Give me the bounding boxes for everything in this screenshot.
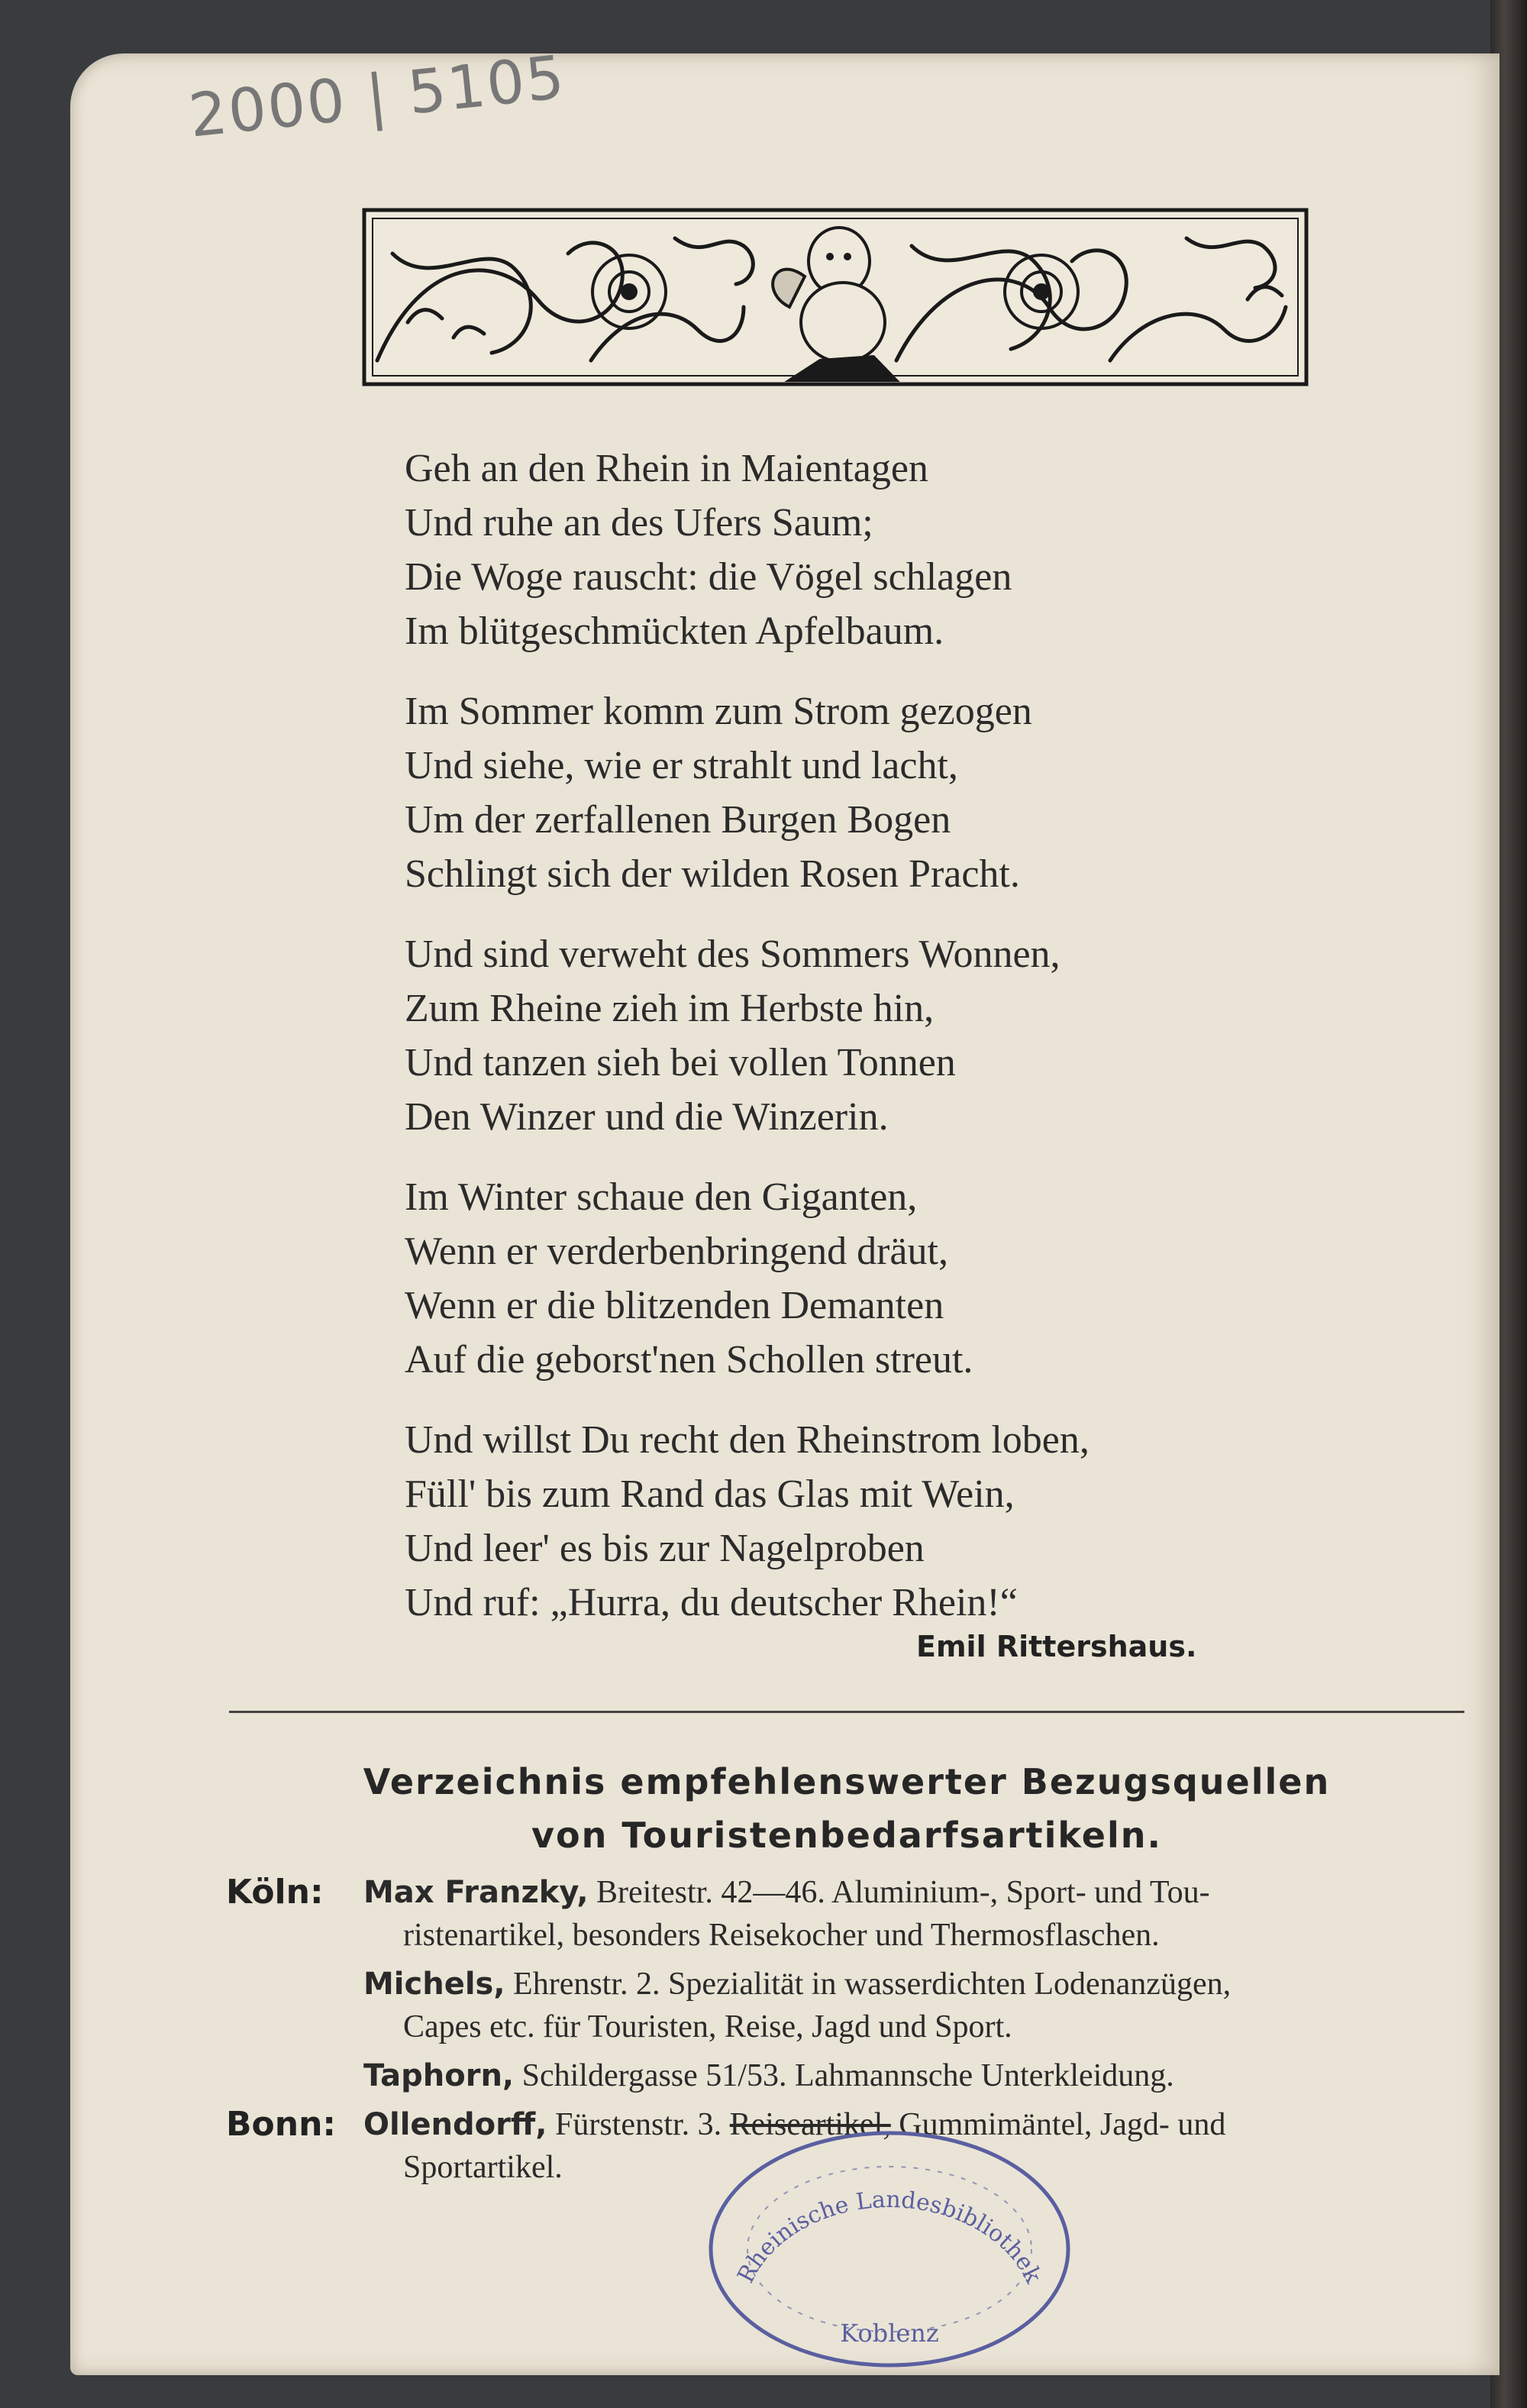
poem-stanza bbox=[405, 1413, 1321, 1630]
directory-title: Verzeichnis empfehlenswerter Bezugsquellen bbox=[363, 1761, 1331, 1802]
poem-line: Füll' bis zum Rand das Glas mit Wein, bbox=[405, 1472, 1015, 1516]
archive-pencil-mark: 2000 | 5105 bbox=[186, 43, 569, 151]
poem-line: Und sind verweht des Sommers Wonnen, bbox=[405, 932, 1061, 976]
svg-text:Rheinische Landesbibliothek bbox=[732, 2187, 1047, 2288]
poem-line: Im Sommer komm zum Strom gezogen bbox=[405, 690, 1032, 733]
poem-line: Die Woge rauscht: die Vögel schlagen bbox=[405, 555, 1012, 599]
poem-stanza bbox=[405, 684, 1321, 901]
poem-line: Und ruf: „Hurra, du deutscher Rhein!“ bbox=[405, 1581, 1018, 1624]
poem-stanza bbox=[405, 441, 1321, 658]
firm-name-michels: Michels, bbox=[363, 1967, 505, 2002]
poem-line: Und siehe, wie er strahlt und lacht, bbox=[405, 744, 958, 787]
entry-michels-line2: Capes etc. für Touristen, Reise, Jagd und Sport. bbox=[403, 2009, 1012, 2044]
struck-text: Reiseartikel, bbox=[729, 2107, 891, 2142]
entry-text: Gummimäntel, Jagd- und bbox=[899, 2107, 1226, 2142]
entry-michels-line1 bbox=[363, 1966, 1231, 2002]
stamp-city: Koblenz bbox=[840, 2319, 939, 2348]
entry-franzky-line2: ristenartikel, besonders Reisekocher und Thermosflaschen. bbox=[403, 1918, 1160, 1953]
poem-line: Zum Rheine zieh im Herbste hin, bbox=[405, 987, 935, 1030]
firm-name-taphorn: Taphorn, bbox=[363, 2058, 515, 2093]
firm-name-franzky: Max Franzky, bbox=[363, 1875, 589, 1910]
section-divider bbox=[229, 1711, 1464, 1713]
poem-line: Geh an den Rhein in Maientagen bbox=[405, 447, 928, 490]
poem-line: Und ruhe an des Ufers Saum; bbox=[405, 501, 873, 545]
entry-ollendorff-line2: Sportartikel. bbox=[403, 2150, 563, 2185]
decorative-ornament-banner bbox=[362, 208, 1309, 386]
poem-line: Schlingt sich der wilden Rosen Pracht. bbox=[405, 852, 1020, 896]
firm-name-ollendorff: Ollendorff, bbox=[363, 2107, 547, 2142]
poem-line: Wenn er die blitzenden Demanten bbox=[405, 1284, 944, 1327]
poem-line: Im blütgeschmückten Apfelbaum. bbox=[405, 609, 944, 653]
entry-franzky-line1 bbox=[363, 1874, 1210, 1911]
poem-stanza bbox=[405, 927, 1321, 1144]
poem-author: Emil Rittershaus. bbox=[916, 1630, 1197, 1663]
city-label-bonn: Bonn: bbox=[226, 2105, 337, 2144]
poem-line: Wenn er verderbenbringend dräut, bbox=[405, 1230, 948, 1273]
poem bbox=[405, 441, 1321, 1656]
poem-line: Im Winter schaue den Giganten, bbox=[405, 1175, 918, 1219]
poem-line: Um der zerfallenen Burgen Bogen bbox=[405, 798, 951, 842]
poem-line: Und willst Du recht den Rheinstrom loben, bbox=[405, 1418, 1090, 1462]
directory-subtitle: von Touristenbedarfsartikeln. bbox=[531, 1815, 1162, 1856]
entry-text: Fürstenstr. 3. bbox=[554, 2107, 722, 2142]
entry-text: Schildergasse 51/53. Lahmannsche Unterkleidung. bbox=[521, 2058, 1174, 2093]
entry-taphorn bbox=[363, 2057, 1174, 2094]
entry-text: Breitestr. 42—46. Aluminium-, Sport- und Tou- bbox=[596, 1875, 1210, 1910]
poem-line: Auf die geborst'nen Schollen streut. bbox=[405, 1338, 973, 1382]
stamp-arc-text: Rheinische Landesbibliothek bbox=[732, 2186, 1047, 2288]
city-label-koeln: Köln: bbox=[226, 1873, 324, 1912]
entry-text: Ehrenstr. 2. Spezialität in wasserdichten Lodenanzügen, bbox=[513, 1967, 1232, 2002]
poem-line: Und leer' es bis zur Nagelproben bbox=[405, 1527, 925, 1570]
poem-line: Und tanzen sieh bei vollen Tonnen bbox=[405, 1041, 956, 1084]
poem-stanza bbox=[405, 1170, 1321, 1387]
poem-line: Den Winzer und die Winzerin. bbox=[405, 1095, 889, 1139]
library-stamp bbox=[704, 2126, 1075, 2372]
